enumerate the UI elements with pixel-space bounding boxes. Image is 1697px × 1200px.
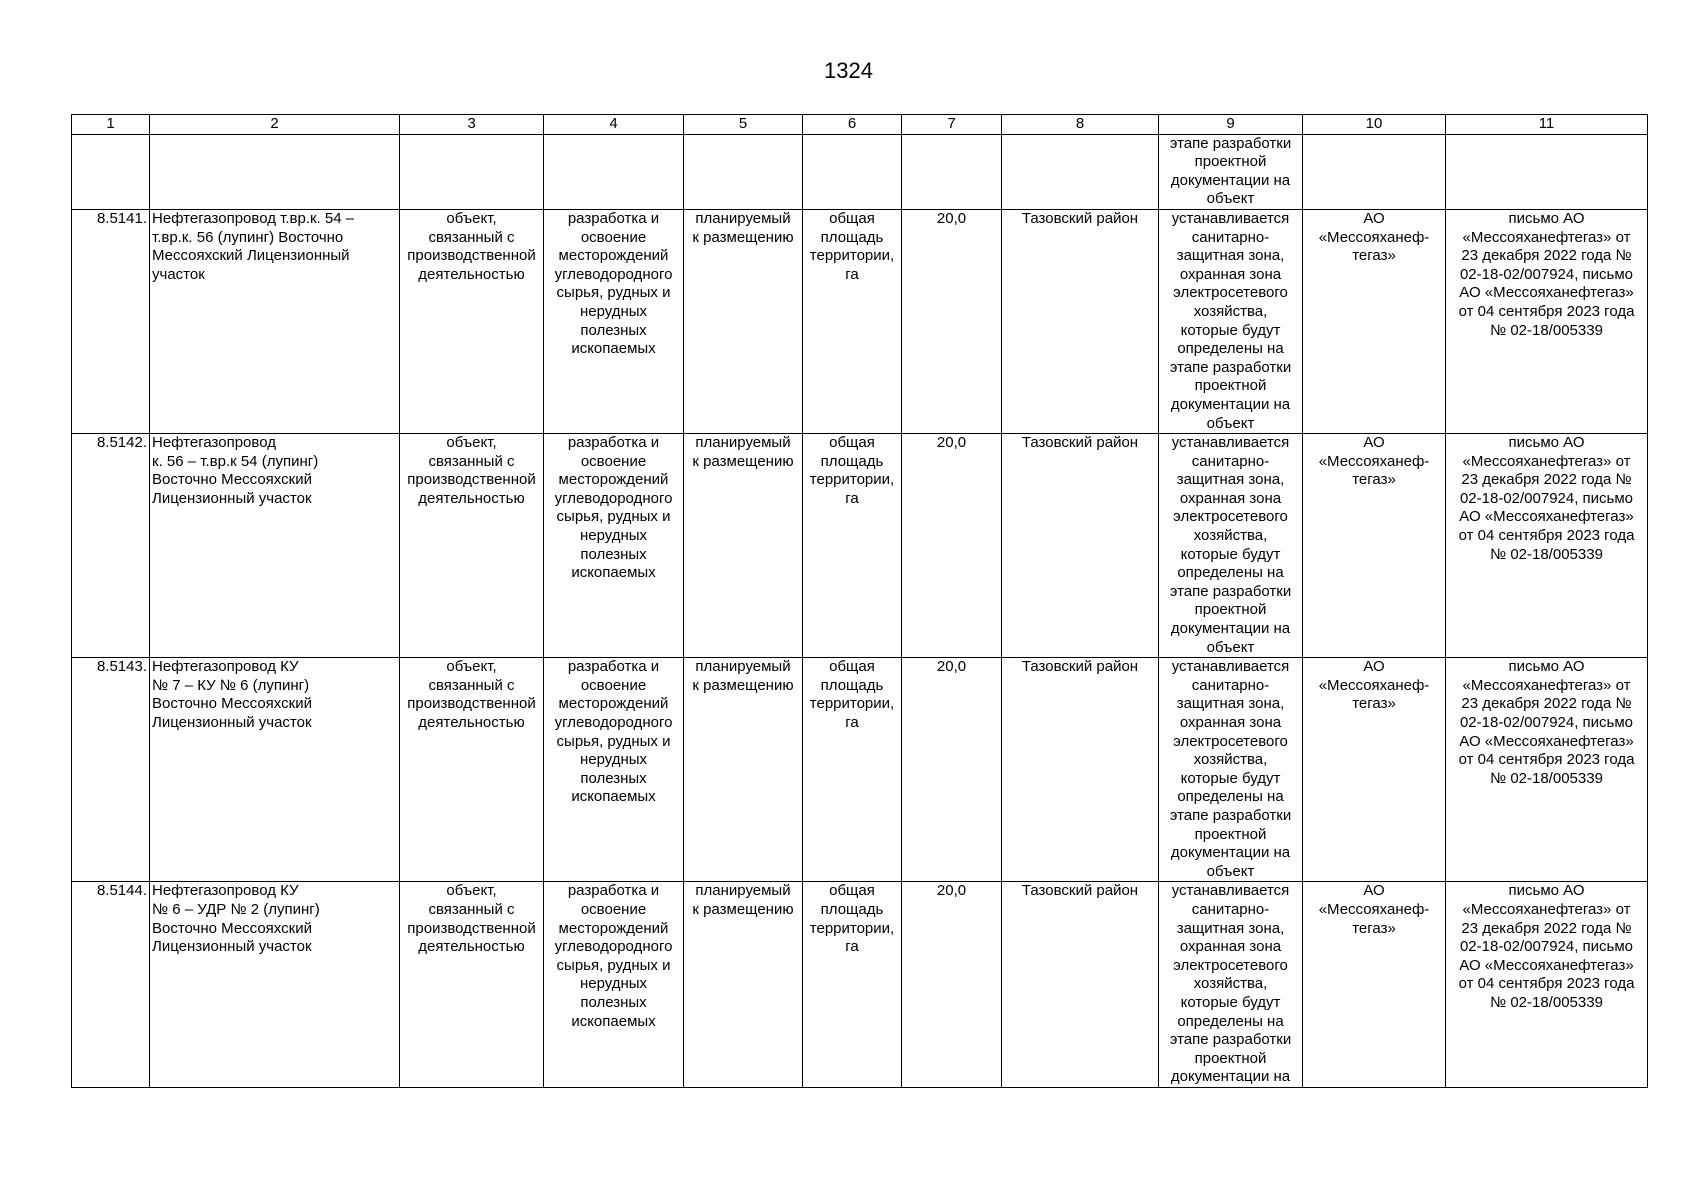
- text-line: месторождений: [558, 471, 669, 489]
- text-line: «Мессояханефтегаз» от: [1462, 676, 1631, 694]
- text-line: деятельностью: [418, 714, 525, 731]
- text-line: устанавливается: [1171, 882, 1290, 900]
- location-cell: Тазовский район: [1002, 209, 1159, 433]
- text-line: ископаемых: [571, 1012, 656, 1030]
- text-line: полезных: [580, 545, 647, 563]
- text-line: АО: [1363, 658, 1385, 676]
- text-line: хозяйства,: [1193, 975, 1268, 993]
- text-line: которые будут: [1180, 769, 1281, 787]
- text-line: определены на: [1177, 1012, 1284, 1030]
- text-line: устанавливается: [1171, 209, 1290, 227]
- text-line: Восточно Мессояхский: [152, 695, 312, 713]
- text-line: углеводородного: [554, 714, 673, 731]
- text-line: АО: [1363, 209, 1385, 227]
- text-line: определены на: [1177, 564, 1284, 582]
- text-line: деятельностью: [418, 938, 525, 956]
- object-name-cell: [150, 434, 400, 658]
- text-line: полезных: [580, 993, 647, 1011]
- text-line: объект,: [446, 434, 497, 452]
- text-line: которые будут: [1180, 321, 1281, 339]
- text-line: объект: [1206, 862, 1255, 880]
- text-line: общая: [829, 882, 875, 900]
- page-number: 1324: [824, 58, 873, 83]
- text-line: 23 декабря 2022 года №: [1461, 471, 1632, 489]
- text-line: связанный с: [428, 900, 515, 918]
- value-cell: 20,0: [902, 658, 1002, 882]
- text-line: документации на: [1170, 395, 1291, 413]
- text-line: связанный с: [428, 228, 515, 246]
- continuation-row: [72, 134, 1648, 209]
- text-line: освоение: [580, 452, 647, 470]
- text-line: этапе разработки: [1169, 134, 1292, 152]
- text-line: от 04 сентября 2023 года: [1458, 751, 1635, 769]
- zone-cell: [1159, 882, 1303, 1088]
- column-number-header: 9: [1159, 115, 1303, 135]
- text-line: санитарно-: [1191, 676, 1270, 694]
- text-line: «Мессояханефтегаз» от: [1462, 452, 1631, 470]
- row-number-cell: 8.5142.: [72, 434, 150, 658]
- text-line: этапе разработки: [1169, 806, 1292, 824]
- text-line: АО «Мессояханефтегаз»: [1459, 508, 1634, 526]
- text-line: проектной: [1194, 825, 1267, 843]
- activity-cell: [544, 658, 684, 882]
- text-line: планируемый: [695, 658, 791, 676]
- activity-cell: [544, 882, 684, 1088]
- text-line: освоение: [580, 900, 647, 918]
- text-line: сырья, рудных и: [556, 732, 671, 750]
- column-number-header: 1: [72, 115, 150, 135]
- text-line: га: [845, 489, 859, 507]
- value-cell: 20,0: [902, 434, 1002, 658]
- text-line: га: [845, 714, 859, 731]
- text-line: связанный с: [428, 676, 515, 694]
- text-line: защитная зона,: [1176, 695, 1285, 713]
- text-line: Нефтегазопровод КУ: [152, 658, 299, 676]
- text-line: проектной: [1194, 1049, 1267, 1067]
- text-line: защитная зона,: [1176, 919, 1285, 937]
- text-line: разработка и: [567, 882, 660, 900]
- text-line: связанный с: [428, 452, 515, 470]
- empty-cell: [902, 134, 1002, 209]
- text-line: планируемый: [695, 434, 791, 452]
- row-number-cell: 8.5143.: [72, 658, 150, 882]
- organization-cell: [1303, 209, 1446, 433]
- text-line: деятельностью: [418, 489, 525, 507]
- activity-cell: [544, 434, 684, 658]
- text-line: от 04 сентября 2023 года: [1458, 302, 1635, 320]
- text-line: которые будут: [1180, 993, 1281, 1011]
- text-line: к размещению: [692, 676, 794, 694]
- text-line: документации на: [1170, 620, 1291, 638]
- empty-cell: [684, 134, 803, 209]
- text-line: 23 декабря 2022 года №: [1461, 695, 1632, 713]
- text-line: полезных: [580, 321, 647, 339]
- text-line: электросетевого: [1173, 956, 1288, 974]
- column-number-header: 3: [400, 115, 544, 135]
- text-line: № 6 – УДР № 2 (лупинг): [152, 900, 320, 918]
- text-line: охранная зона: [1179, 714, 1282, 731]
- location-cell: Тазовский район: [1002, 658, 1159, 882]
- text-line: устанавливается: [1171, 658, 1290, 676]
- text-line: 02-18-02/007924, письмо: [1459, 714, 1634, 731]
- text-line: этапе разработки: [1169, 1031, 1292, 1049]
- text-line: производственной: [407, 471, 536, 489]
- text-line: к размещению: [692, 452, 794, 470]
- text-line: санитарно-: [1191, 452, 1270, 470]
- column-number-header: 2: [150, 115, 400, 135]
- table-row: [72, 209, 1648, 433]
- text-line: защитная зона,: [1176, 247, 1285, 265]
- column-number-header: 4: [544, 115, 684, 135]
- objects-table: [71, 114, 1648, 1088]
- text-line: углеводородного: [554, 489, 673, 507]
- column-number-header: 7: [902, 115, 1002, 135]
- text-line: территории,: [809, 919, 895, 937]
- text-line: нерудных: [579, 751, 648, 769]
- text-line: нерудных: [579, 527, 648, 545]
- basis-cell: [1446, 434, 1648, 658]
- text-line: письмо АО: [1508, 658, 1585, 676]
- text-line: № 02-18/005339: [1490, 769, 1603, 787]
- value-cell: 20,0: [902, 882, 1002, 1088]
- text-line: определены на: [1177, 788, 1284, 806]
- column-number-header: 5: [684, 115, 803, 135]
- empty-cell: [803, 134, 902, 209]
- text-line: объект,: [446, 658, 497, 676]
- text-line: санитарно-: [1191, 900, 1270, 918]
- object-name-cell: [150, 658, 400, 882]
- text-line: ископаемых: [571, 564, 656, 582]
- text-line: электросетевого: [1173, 732, 1288, 750]
- table-row: [72, 882, 1648, 1088]
- text-line: территории,: [809, 695, 895, 713]
- text-line: производственной: [407, 695, 536, 713]
- table-row: [72, 658, 1648, 882]
- parameter-cell: [803, 209, 902, 433]
- text-line: письмо АО: [1508, 882, 1585, 900]
- text-line: освоение: [580, 228, 647, 246]
- text-line: Мессояхский Лицензионный: [152, 247, 350, 265]
- text-line: разработка и: [567, 209, 660, 227]
- text-line: Лицензионный участок: [152, 714, 312, 731]
- text-line: Нефтегазопровод: [152, 434, 276, 452]
- text-line: нерудных: [579, 975, 648, 993]
- empty-cell: [400, 134, 544, 209]
- table-row: [72, 434, 1648, 658]
- text-line: сырья, рудных и: [556, 508, 671, 526]
- column-number-header: 6: [803, 115, 902, 135]
- empty-cell: [1446, 134, 1648, 209]
- empty-cell: [544, 134, 684, 209]
- text-line: сырья, рудных и: [556, 284, 671, 302]
- text-line: производственной: [407, 919, 536, 937]
- text-line: га: [845, 265, 859, 283]
- text-line: АО: [1363, 882, 1385, 900]
- text-line: к размещению: [692, 900, 794, 918]
- location-cell: Тазовский район: [1002, 882, 1159, 1088]
- text-line: охранная зона: [1179, 265, 1282, 283]
- location-cell: Тазовский район: [1002, 434, 1159, 658]
- text-line: объект,: [446, 882, 497, 900]
- text-line: Нефтегазопровод т.вр.к. 54 –: [152, 209, 355, 227]
- basis-cell: [1446, 209, 1648, 433]
- text-line: хозяйства,: [1193, 751, 1268, 769]
- zone-cell: [1159, 209, 1303, 433]
- purpose-cell: [400, 658, 544, 882]
- text-line: объект: [1206, 638, 1255, 656]
- text-line: «Мессояханеф-: [1318, 452, 1430, 470]
- empty-cell: [1002, 134, 1159, 209]
- text-line: площадь: [820, 228, 884, 246]
- text-line: тегаз»: [1352, 919, 1396, 937]
- empty-cell: [150, 134, 400, 209]
- text-line: Восточно Мессояхский: [152, 471, 312, 489]
- text-line: ископаемых: [571, 788, 656, 806]
- basis-cell: [1446, 882, 1648, 1088]
- text-line: от 04 сентября 2023 года: [1458, 975, 1635, 993]
- text-line: хозяйства,: [1193, 527, 1268, 545]
- object-name-cell: [150, 209, 400, 433]
- status-cell: [684, 882, 803, 1088]
- text-line: углеводородного: [554, 265, 673, 283]
- text-line: «Мессояханеф-: [1318, 676, 1430, 694]
- column-number-header: 11: [1446, 115, 1648, 135]
- text-line: проектной: [1194, 153, 1267, 171]
- text-line: общая: [829, 209, 875, 227]
- object-name-cell: [150, 882, 400, 1088]
- table-body: [72, 115, 1648, 1088]
- text-line: разработка и: [567, 434, 660, 452]
- text-line: т.вр.к. 56 (лупинг) Восточно: [152, 228, 344, 246]
- text-line: АО: [1363, 434, 1385, 452]
- text-line: га: [845, 938, 859, 956]
- text-line: этапе разработки: [1169, 582, 1292, 600]
- text-line: планируемый: [695, 209, 791, 227]
- text-line: АО «Мессояханефтегаз»: [1459, 284, 1634, 302]
- text-line: Лицензионный участок: [152, 938, 312, 956]
- text-line: месторождений: [558, 247, 669, 265]
- text-line: полезных: [580, 769, 647, 787]
- text-line: «Мессояханефтегаз» от: [1462, 900, 1631, 918]
- text-line: площадь: [820, 900, 884, 918]
- text-line: 23 декабря 2022 года №: [1461, 247, 1632, 265]
- text-line: 02-18-02/007924, письмо: [1459, 489, 1634, 507]
- text-line: месторождений: [558, 695, 669, 713]
- text-line: определены на: [1177, 340, 1284, 358]
- text-line: «Мессояханеф-: [1318, 900, 1430, 918]
- text-line: тегаз»: [1352, 471, 1396, 489]
- organization-cell: [1303, 658, 1446, 882]
- text-line: охранная зона: [1179, 938, 1282, 956]
- parameter-cell: [803, 882, 902, 1088]
- text-line: Лицензионный участок: [152, 489, 312, 507]
- text-line: общая: [829, 434, 875, 452]
- text-line: проектной: [1194, 377, 1267, 395]
- zone-cell: [1159, 658, 1303, 882]
- text-line: общая: [829, 658, 875, 676]
- text-line: этапе разработки: [1169, 358, 1292, 376]
- activity-cell: [544, 209, 684, 433]
- organization-cell: [1303, 434, 1446, 658]
- status-cell: [684, 658, 803, 882]
- empty-cell: [1303, 134, 1446, 209]
- purpose-cell: [400, 209, 544, 433]
- text-line: 02-18-02/007924, письмо: [1459, 265, 1634, 283]
- row-number-cell: 8.5141.: [72, 209, 150, 433]
- text-line: документации на: [1170, 1068, 1291, 1086]
- text-line: «Мессояханеф-: [1318, 228, 1430, 246]
- text-line: объект: [1206, 190, 1255, 208]
- text-line: от 04 сентября 2023 года: [1458, 527, 1635, 545]
- zone-cell: [1159, 434, 1303, 658]
- text-line: тегаз»: [1352, 247, 1396, 265]
- row-number-cell: 8.5144.: [72, 882, 150, 1088]
- text-line: деятельностью: [418, 265, 525, 283]
- text-line: 23 декабря 2022 года №: [1461, 919, 1632, 937]
- text-line: площадь: [820, 676, 884, 694]
- status-cell: [684, 209, 803, 433]
- text-line: охранная зона: [1179, 489, 1282, 507]
- text-line: территории,: [809, 247, 895, 265]
- text-line: № 02-18/005339: [1490, 993, 1603, 1011]
- text-line: № 02-18/005339: [1490, 321, 1603, 339]
- text-line: хозяйства,: [1193, 302, 1268, 320]
- zone-cell-continuation: [1159, 134, 1303, 209]
- parameter-cell: [803, 434, 902, 658]
- text-line: документации на: [1170, 844, 1291, 862]
- text-line: территории,: [809, 471, 895, 489]
- text-line: тегаз»: [1352, 695, 1396, 713]
- text-line: освоение: [580, 676, 647, 694]
- purpose-cell: [400, 882, 544, 1088]
- text-line: письмо АО: [1508, 209, 1585, 227]
- text-line: 02-18-02/007924, письмо: [1459, 938, 1634, 956]
- text-line: разработка и: [567, 658, 660, 676]
- text-line: объект: [1206, 414, 1255, 432]
- text-line: электросетевого: [1173, 284, 1288, 302]
- column-number-row: [72, 115, 1648, 135]
- text-line: производственной: [407, 247, 536, 265]
- text-line: АО «Мессояханефтегаз»: [1459, 956, 1634, 974]
- text-line: документации на: [1170, 171, 1291, 189]
- text-line: участок: [152, 265, 205, 283]
- text-line: письмо АО: [1508, 434, 1585, 452]
- text-line: санитарно-: [1191, 228, 1270, 246]
- text-line: которые будут: [1180, 545, 1281, 563]
- text-line: сырья, рудных и: [556, 956, 671, 974]
- text-line: месторождений: [558, 919, 669, 937]
- text-line: Нефтегазопровод КУ: [152, 882, 299, 900]
- text-line: к. 56 – т.вр.к 54 (лупинг): [152, 452, 319, 470]
- text-line: проектной: [1194, 601, 1267, 619]
- text-line: АО «Мессояханефтегаз»: [1459, 732, 1634, 750]
- text-line: площадь: [820, 452, 884, 470]
- text-line: к размещению: [692, 228, 794, 246]
- value-cell: 20,0: [902, 209, 1002, 433]
- column-number-header: 10: [1303, 115, 1446, 135]
- text-line: нерудных: [579, 302, 648, 320]
- organization-cell: [1303, 882, 1446, 1088]
- parameter-cell: [803, 658, 902, 882]
- text-line: объект,: [446, 209, 497, 227]
- text-line: «Мессояханефтегаз» от: [1462, 228, 1631, 246]
- column-number-header: 8: [1002, 115, 1159, 135]
- status-cell: [684, 434, 803, 658]
- basis-cell: [1446, 658, 1648, 882]
- text-line: устанавливается: [1171, 434, 1290, 452]
- text-line: № 7 – КУ № 6 (лупинг): [152, 676, 310, 694]
- text-line: защитная зона,: [1176, 471, 1285, 489]
- text-line: углеводородного: [554, 938, 673, 956]
- purpose-cell: [400, 434, 544, 658]
- text-line: электросетевого: [1173, 508, 1288, 526]
- text-line: планируемый: [695, 882, 791, 900]
- text-line: Восточно Мессояхский: [152, 919, 312, 937]
- text-line: № 02-18/005339: [1490, 545, 1603, 563]
- empty-cell: [72, 134, 150, 209]
- text-line: ископаемых: [571, 340, 656, 358]
